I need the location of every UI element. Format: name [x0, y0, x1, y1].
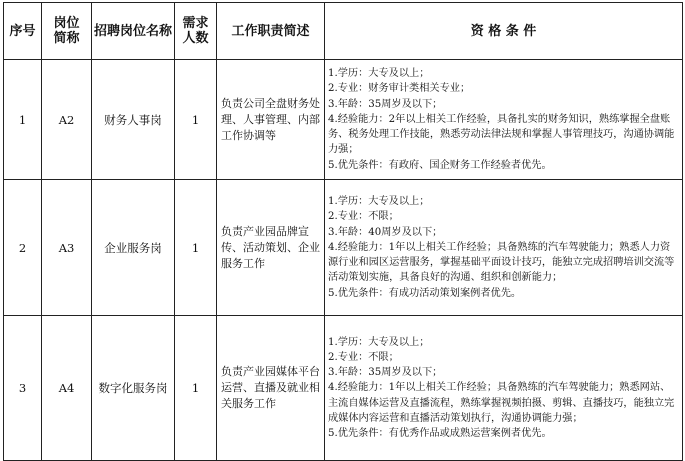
cell-position: 数字化服务岗	[92, 316, 175, 461]
header-row	[4, 3, 683, 60]
recruitment-table	[3, 2, 683, 461]
qualification-line: 2.专业：不限；	[328, 351, 399, 363]
cell-qualifications	[325, 316, 683, 461]
cell-position: 财务人事岗	[92, 60, 175, 180]
qualification-line: 4.经验能力：1年以上相关工作经验；具备熟练的汽车驾驶能力；熟悉人力资源行业和园区运营服务，掌握基础平面设计技巧，能独立完成招聘培训交流等活动策划实施，具备良好的沟通、组织和创新能力；	[328, 241, 675, 284]
table-row	[4, 316, 683, 461]
qualification-line: 1.学历：大专及以上；	[328, 196, 430, 208]
table-row	[4, 60, 683, 180]
qualification-line: 3.年龄：35周岁及以下；	[328, 98, 443, 110]
cell-no: 2	[4, 180, 42, 316]
header-duties: 工作职责简述	[217, 3, 325, 60]
cell-code: A3	[42, 180, 92, 316]
qualification-line: 2.专业：不限；	[328, 211, 399, 223]
header-code-line-2: 简称	[53, 31, 80, 46]
cell-qualifications	[325, 60, 683, 180]
qualification-line: 5.优先条件：有优秀作品或成熟运营案例者优先。	[328, 428, 552, 439]
header-no: 序号	[4, 3, 42, 60]
cell-duties: 负责产业园品牌宣传、活动策划、企业服务工作	[217, 180, 325, 316]
header-code-line-1: 岗位	[53, 16, 80, 31]
header-code	[42, 3, 92, 60]
cell-count: 1	[175, 60, 217, 180]
header-qualifications: 资 格 条 件	[325, 3, 683, 60]
qualification-line: 1.学历：大专及以上；	[328, 336, 430, 348]
cell-count: 1	[175, 316, 217, 461]
header-count-line-1: 需求	[182, 16, 209, 31]
header-count-line-2: 人数	[182, 31, 209, 46]
cell-count: 1	[175, 180, 217, 316]
qualification-line: 2.专业：财务审计类相关专业；	[328, 83, 471, 95]
cell-qualifications	[325, 180, 683, 316]
cell-duties: 负责公司全盘财务处理、人事管理、内部工作协调等	[217, 60, 325, 180]
qualification-line: 3.年龄：35周岁及以下；	[328, 367, 443, 379]
qualification-line: 5.优先条件：有政府、国企财务工作经验者优先。	[328, 159, 552, 171]
cell-no: 3	[4, 316, 42, 461]
cell-duties: 负责产业园媒体平台运营、直播及就业相关服务工作	[217, 316, 325, 461]
qualification-line: 5.优先条件：有成功活动策划案例者优先。	[328, 287, 522, 299]
qualification-line: 4.经验能力：1年以上相关工作经验；具备熟练的汽车驾驶能力；熟悉网站、主流自媒体运营及直播流程，熟练掌握视频拍摄、剪辑、直播技巧，能独立完成媒体内容运营和直播活动策划执行，沟通协调能力强；	[328, 382, 675, 424]
cell-position: 企业服务岗	[92, 180, 175, 316]
cell-code: A4	[42, 316, 92, 461]
cell-no: 1	[4, 60, 42, 180]
header-position: 招聘岗位名称	[92, 3, 175, 60]
header-count	[175, 3, 217, 60]
qualification-line: 4.经验能力：2年以上相关工作经验，具备扎实的财务知识，熟练掌握全盘账务、税务处理工作技能，熟悉劳动法律法规和掌握人事管理技巧，沟通协调能力强；	[328, 113, 675, 156]
qualification-line: 1.学历：大专及以上；	[328, 68, 430, 80]
table-row	[4, 180, 683, 316]
cell-code: A2	[42, 60, 92, 180]
qualification-line: 3.年龄：40周岁及以下；	[328, 226, 443, 238]
